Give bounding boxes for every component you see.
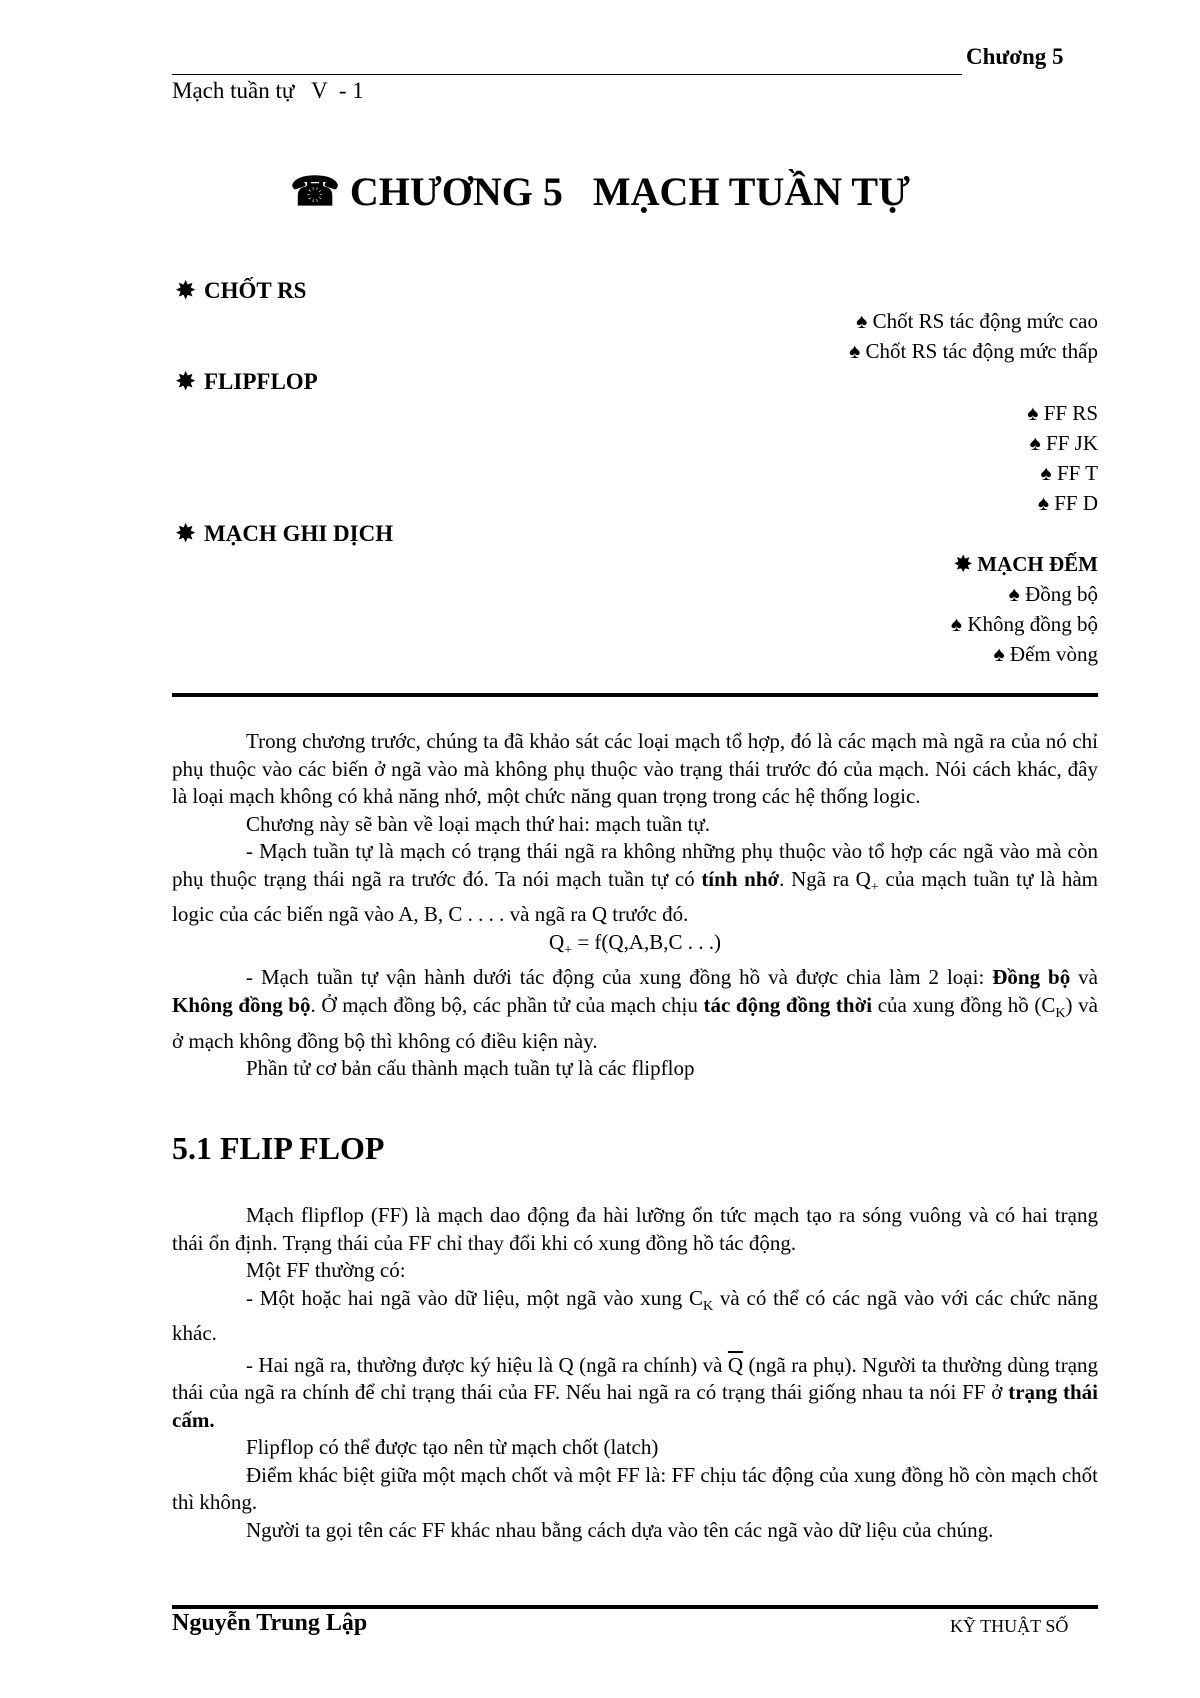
spade-icon: ♠: [1040, 461, 1052, 485]
outline-item: [1030, 431, 1098, 456]
paragraph: Phần tử cơ bản cấu thành mạch tuần tự là các flipflop: [246, 1056, 695, 1081]
outline-item-label: FF JK: [1046, 431, 1098, 455]
paragraph: - Một hoặc hai ngã vào dữ liệu, một ngã vào xung $C_K$ và có thể có các ngã vào với các chức năng khác.: [172, 1285, 1099, 1346]
spade-icon: ♠: [950, 612, 963, 636]
outline-section-label: FLIPFLOP: [204, 369, 318, 394]
formula: $Q_+ = f(Q,A,B,C$ . . .): [549, 929, 721, 958]
paragraph: - Mạch tuần tự là mạch có trạng thái ngã ra không những phụ thuộc vào tổ hợp các ngã vào mà còn phụ thuộc trạng thái ngã ra trước đó. Ta nói mạch tuần tự có tính nhớ. Ngã ra $Q_+$ của mạch tuần tự là hàm logic của các biến ngã vào A, B, C . . . . và ngã ra Q trước đó.: [172, 839, 1098, 927]
outline-section-label: MẠCH ĐẾM: [977, 552, 1098, 576]
outline-item-label: Không đồng bộ: [967, 612, 1098, 636]
spade-icon: ♠: [1027, 401, 1039, 425]
header-chapter-label: Chương 5: [966, 44, 1064, 69]
outline-item-label: Đếm vòng: [1009, 642, 1098, 666]
outline-section-label: MẠCH GHI DỊCH: [204, 521, 394, 546]
outline-item-label: FF RS: [1043, 401, 1098, 425]
paragraph: Trong chương trước, chúng ta đã khảo sát các loại mạch tổ hợp, đó là các mạch mà ngã ra của nó chỉ phụ thuộc vào các biến ở ngã vào mà không phụ thuộc vào trạng thái trước đó của mạch. Nói cách khác, đây là loại mạch không có khả năng nhớ, một chức năng quan trọng trong các hệ thống logic.: [172, 729, 1098, 808]
paragraph: - Mạch tuần tự vận hành dưới tác động của xung đồng hồ và được chia làm 2 loại: Đồng bộ và Không đồng bộ. Ở mạch đồng bộ, các phần tử của mạch chịu tác động đồng thời của xung đồng hồ $(C_K)$ và ở mạch không đồng bộ thì không có điều kiện này.: [172, 965, 1098, 1053]
outline-section-mach-ghi-dich: [176, 521, 393, 547]
section-heading: 5.1 FLIP FLOP: [172, 1130, 385, 1166]
spade-icon: ♠: [849, 339, 861, 363]
asterisk-icon: ✸: [176, 521, 196, 546]
footer-book-title: KỸ THUẬT SỐ: [950, 1616, 1069, 1636]
paragraph: - Hai ngã ra, thường được ký hiệu là Q (ngã ra chính) và $\overline{Q}$ (ngã ra phụ). Người ta thường dùng trạng thái của ngã ra chính để chỉ trạng thái của FF. Nếu hai ngã ra có trạng thái giống nhau ta nói FF ở trạng thái cấm.: [172, 1352, 1099, 1432]
outline-item-label: Đồng bộ: [1025, 582, 1098, 606]
outline-item: [1009, 582, 1098, 607]
paragraph: Điểm khác biệt giữa một mạch chốt và một FF là: FF chịu tác động của xung đồng hồ còn mạch chốt thì không.: [172, 1462, 1098, 1515]
header-subtitle: Mạch tuần tự V - 1: [172, 78, 364, 103]
paragraph: Flipflop có thể được tạo nên từ mạch chốt (latch): [246, 1435, 659, 1460]
section-5-1-text: [172, 1202, 1098, 1544]
outline-item: [994, 642, 1098, 667]
paragraph: Người ta gọi tên các FF khác nhau bằng cách dựa vào tên các ngã vào dữ liệu của chúng.: [246, 1517, 994, 1542]
paragraph: Chương này sẽ bàn về loại mạch thứ hai: mạch tuần tự.: [246, 811, 710, 836]
outline-item-label: Chốt RS tác động mức thấp: [865, 339, 1098, 363]
outline-item: [849, 339, 1098, 364]
outline-item: [1041, 461, 1098, 486]
outline-item: [1038, 491, 1098, 516]
outline-item-label: Chốt RS tác động mức cao: [872, 309, 1098, 333]
asterisk-icon: ✸: [954, 552, 973, 576]
spade-icon: ♠: [1037, 491, 1049, 515]
spade-icon: ♠: [1029, 431, 1041, 455]
outline-item: [856, 309, 1098, 334]
intro-text: [172, 728, 1098, 1083]
spade-icon: ♠: [856, 309, 868, 333]
section-divider: [172, 693, 1098, 697]
asterisk-icon: ✸: [176, 278, 196, 303]
chapter-title: ☎ CHƯƠNG 5 MẠCH TUẦN TỰ: [290, 169, 910, 214]
outline-item-label: FF D: [1054, 491, 1098, 515]
outline-section-flipflop: [176, 369, 318, 395]
asterisk-icon: ✸: [176, 369, 196, 394]
outline-item-label: FF T: [1056, 461, 1098, 485]
outline-section-label: CHỐT RS: [204, 278, 307, 303]
q-bar: $\overline{Q}$: [727, 1352, 744, 1377]
header-rule: [172, 74, 962, 75]
outline-item: [1027, 401, 1098, 426]
outline-section-chot-rs: [176, 278, 306, 304]
spade-icon: ♠: [993, 642, 1005, 666]
footer-author: Nguyễn Trung Lập: [172, 1610, 368, 1636]
footer-rule: [172, 1605, 1098, 1609]
paragraph: Một FF thường có:: [246, 1258, 406, 1282]
paragraph: Mạch flipflop (FF) là mạch dao động đa hài lưỡng ổn tức mạch tạo ra sóng vuông và có hai trạng thái ổn định. Trạng thái của FF chỉ thay đổi khi có xung đồng hồ tác động.: [172, 1203, 1098, 1255]
spade-icon: ♠: [1008, 582, 1020, 606]
outline-section-mach-dem: [954, 552, 1098, 577]
outline-item: [951, 612, 1098, 637]
